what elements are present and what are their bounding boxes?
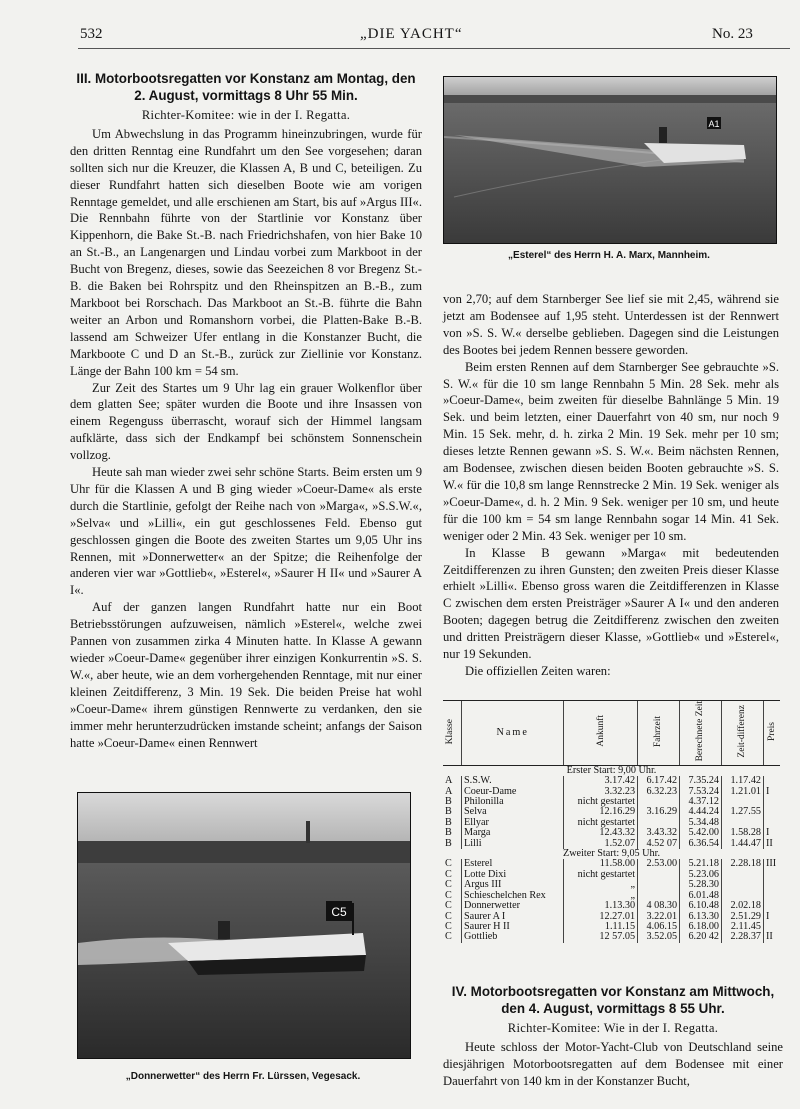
section-iv: [443, 983, 783, 1090]
table-cell: 1.11.15: [564, 922, 638, 932]
table-cell: [764, 901, 781, 911]
table-cell: [764, 870, 781, 880]
table-cell: 12.43.32: [564, 828, 638, 838]
table-cell: 4.44.24: [680, 807, 722, 817]
table-cell: 5.23.06: [680, 870, 722, 880]
table-cell: 4 08.30: [638, 901, 680, 911]
table-cell: 2.28.37: [722, 932, 764, 942]
start-label: Zweiter Start: 9,05 Uhr.: [562, 848, 661, 860]
esterel-boat-illustration: [444, 77, 776, 243]
table-cell: [638, 880, 680, 890]
journal-title: „DIE YACHT“: [360, 26, 463, 42]
table-cell: 1.13.30: [564, 901, 638, 911]
table-cell: B: [445, 827, 452, 839]
table-cell: 2.11.45: [722, 922, 764, 932]
table-cell: 6.10.48: [680, 901, 722, 911]
table-cell: nicht gestartet: [564, 870, 638, 880]
table-cell: 6.36.54: [680, 839, 722, 849]
table-cell: 5.21.18: [680, 859, 722, 869]
paragraph: Um Abwechslung in das Programm hineinzubringen, wurde für den dritten Renntag eine Rundfahrt um den See vorgesehen; daran sollten sich nur die Kreuzer, die Klassen A, B und C, beteiligen. Zu dieser Rundfahrt hatten sich dieselben Boote wie am vorigen Renntage gemeldet, und alle erschienen am Start, bis auf »Argus III«. Die Rennbahn führte von der Startlinie vor Konstanz über Kippenhorn, die Bake St.-B. nach Friedrichshafen, von hier Bake 10 an St.-B., an Langenargen und Lindau vorbei zum Markboot in der Bucht von Bregenz, dieses, sowie das Seezeichen 8 vor Bregenz St.-B. die Baken bei Rohrspitz und den Rheinspitzen an B.-B., zum Markboot bei Rorschach. Das Markboot an St.-B. führte die Bahn weiter an Arbon und Romanshorn vorbei, die Platten-Bake B.-B. lassend am Schweizer Ufer entlang in die Konstanzer Bucht, die Markboote C und D an St.-B., zurück zur Ziellinie vor Konstanz. Länge der Bahn 100 km = 54 sm.: [70, 126, 422, 378]
col-ankunft: Ankunft: [595, 715, 606, 748]
boat-flag-label: A1: [708, 119, 720, 129]
table-cell: [764, 880, 781, 890]
table-cell: A: [445, 775, 453, 787]
table-cell: Ellyar: [462, 818, 564, 828]
table-cell: 6.18.00: [680, 922, 722, 932]
table-cell: 12 57.05: [564, 932, 638, 942]
table-cell: 7.53.24: [680, 787, 722, 797]
table-cell: 4.06.15: [638, 922, 680, 932]
table-cell: Saurer A I: [462, 912, 564, 922]
table-cell: „: [564, 891, 638, 901]
table-cell: 7.35.24: [680, 776, 722, 786]
table-cell: C: [445, 931, 452, 943]
table-cell: [764, 807, 781, 817]
table-cell: 6.32.23: [638, 787, 680, 797]
table-cell: Argus III: [462, 880, 564, 890]
table-cell: 4.52 07: [638, 839, 680, 849]
paragraph: Heute schloss der Motor-Yacht-Club von Deutschland seine diesjährigen Motorbootsregatten auf dem Bodensee mit einer Dauerfahrt von 140 km in der Konstanzer Bucht,: [443, 1039, 783, 1088]
table-cell: I: [764, 787, 781, 797]
table-header-row: [443, 701, 780, 766]
table-cell: B: [445, 796, 452, 808]
table-cell: 3.17.42: [564, 776, 638, 786]
table-cell: [722, 880, 764, 890]
table-cell: Lilli: [462, 839, 564, 849]
table-cell: nicht gestartet: [564, 797, 638, 807]
table-cell: I: [764, 828, 781, 838]
table-cell: 3.22.01: [638, 912, 680, 922]
table-cell: 6.13.30: [680, 912, 722, 922]
left-column: [70, 70, 422, 751]
table-cell: 6.20 42: [680, 932, 722, 942]
table-cell: C: [445, 879, 452, 891]
table-cell: Lotte Dixi: [462, 870, 564, 880]
boat-flag-label: C5: [331, 905, 347, 919]
paragraph: Auf der ganzen langen Rundfahrt hatte nur ein Boot Betriebsstörungen aufzuweisen, nämlich »Esterel«, welche zwei Pannen von zusammen zirka 4 Minuten hatte. In Klasse A gewann wieder »Coeur-Dame« gegenüber ihrer einzigen Konkurrentin »S. S. W.«, aber heute, wie an dem vorhergehenden Renntage, mit nur einer kleinen Zeitdifferenz, 3 Min. 19 Sek. Die beiden Preise hat wohl »Coeur-Dame« ihrem günstigen Rennwerte zu verdanken, den sie immer mehr herunterzudrücken imstande scheint; anfangs der Saison hatte »Coeur-Dame« einen Rennwert: [70, 600, 422, 750]
table-cell: 5.28.30: [680, 880, 722, 890]
table-cell: C: [445, 920, 452, 932]
table-cell: 5.42.00: [680, 828, 722, 838]
table-cell: 2.53.00: [638, 859, 680, 869]
table-cell: Selva: [462, 807, 564, 817]
paragraph: Beim ersten Rennen auf dem Starnberger See gebrauchte »S. S. W.« für die 10 sm lange Rennbahn 5 Min. 28 Sek. mehr als »Coeur-Dame«, beim zweiten für dieselbe Bahnlänge 5 Min. 19 Sek. und beim letzten, einer Dauerfahrt von 40 sm, nur noch 9 Min. 15 Sek. mehr, d. h. zirka 2 Min. 19 Sek. mehr per 10 sm; dieses letzte Rennen gewann »S. S. W.«. Beim nächsten Rennen, am Bodensee, zwischen diesen beiden Booten gebrauchte »S. S. W.« für die 10,8 sm lange Rennstrecke 2 Min. 19 Sek. weniger als »Coeur-Dame«, d. h. 2 Min. 9 Sek. weniger per 10 sm, und heute für die 100 km = 54 sm lange Rennbahn sogar 14 Min. 41 Sek. weniger oder 2 Min. 43 Sek. weniger per 10 sm.: [443, 359, 779, 543]
table-cell: [764, 797, 781, 807]
committee-note-iv: Richter-Komitee: Wie in der I. Regatta.: [507, 1021, 719, 1035]
table-cell: B: [445, 816, 452, 828]
table-cell: I: [764, 912, 781, 922]
paragraph: In Klasse B gewann »Marga« mit bedeutenden Zeitdifferenzen zu ihren Gunsten; den zweiten Preis dieser Klasse erhielt »Lilli«. Ebenso gross waren die Zeitdifferenzen in Klasse C zwischen dem ersten Preisträger »Saurer A I« und den anderen Booten; dagegen betrug die Zeitdifferenz zwischen den zweiten und dritten Preisträgern dieser Klasse, »Gottlieb« und »Esterel«, nur 19 Sekunden.: [443, 545, 779, 662]
table-cell: 3.16.29: [638, 807, 680, 817]
table-cell: C: [445, 910, 452, 922]
page-number: 532: [80, 26, 103, 42]
table-cell: III: [764, 859, 781, 869]
photo-caption-donnerwetter: „Donnerwetter“ des Herrn Fr. Lürssen, Vegesack.: [125, 1071, 361, 1082]
table-cell: 3.52.05: [638, 932, 680, 942]
table-cell: Philonilla: [462, 797, 564, 807]
table-cell: [722, 870, 764, 880]
table-cell: Esterel: [462, 859, 564, 869]
table-cell: B: [445, 837, 452, 849]
right-column: [443, 291, 779, 680]
times-intro: Die offiziellen Zeiten waren:: [465, 663, 611, 678]
section-title-iii: III. Motorbootsregatten vor Konstanz am Montag, den 2. August, vormittags 8 Uhr 55 Min.: [76, 71, 416, 103]
paragraph: Zur Zeit des Startes um 9 Uhr lag ein grauer Wolkenflor über dem glatten See; später wurden die Boote und ihre Insassen von einem Regenguss überrascht, worauf sich der Himmel langsam aufklärte, dass sich der Endkampf bei schönstem Sonnenschein vollzog.: [70, 380, 422, 463]
col-zeitdifferenz: Zeit-differenz: [737, 704, 748, 758]
table-cell: S.S.W.: [462, 776, 564, 786]
table-cell: 1.52.07: [564, 839, 638, 849]
issue-number: No. 23: [712, 26, 753, 42]
table-cell: Marga: [462, 828, 564, 838]
table-cell: B: [445, 806, 452, 818]
table-cell: 1.17.42: [722, 776, 764, 786]
table-cell: [638, 870, 680, 880]
col-klasse: Klasse: [445, 718, 455, 744]
col-name: Name: [462, 701, 564, 766]
table-cell: II: [764, 839, 781, 849]
header-rule: [78, 48, 790, 49]
paragraph: Heute sah man wieder zwei sehr schöne Starts. Beim ersten um 9 Uhr für die Klassen A und B ging wieder »Coeur-Dame« als erste durch die Startlinie, gefolgt der Reihe nach von »Marga«, »S.S.W.«, »Selva« und »Lilli«, ein gut geschlossenes Feld. Ebenso gut geschlossen gingen die Boote des zweiten Startes um 9,05 Uhr ins Rennen, mit »Donnerwetter« an der Spitze; die Reihenfolge der anderen vier war »Gottlieb«, »Esterel«, »Saurer H II« und »Saurer A I«.: [70, 465, 422, 598]
table-cell: C: [445, 900, 452, 912]
table-cell: [764, 891, 781, 901]
photo-donnerwetter: [77, 792, 411, 1059]
col-fahrzeit: Fahrzeit: [653, 715, 664, 747]
photo-esterel: [443, 76, 777, 244]
table-cell: C: [445, 868, 452, 880]
paragraph: von 2,70; auf dem Starnberger See lief sie mit 2,45, während sie jetzt am Bodensee auf 1,95 steht. Unterdessen ist der Rennwert von »S. S. W.« derselbe geblieben. Dagegen sind die Leistungen des Bootes bei jedem Rennen bessere geworden.: [443, 292, 779, 357]
table-cell: 3.32.23: [564, 787, 638, 797]
table-cell: Coeur-Dame: [462, 787, 564, 797]
table-cell: 1.21.01: [722, 787, 764, 797]
table-cell: Saurer H II: [462, 922, 564, 932]
table-cell: 11.58.00: [564, 859, 638, 869]
table-cell: 5.34.48: [680, 818, 722, 828]
table-cell: 6.01.48: [680, 891, 722, 901]
col-berechnete: Berechnete Zeit: [695, 701, 706, 762]
table-cell: 12.16.29: [564, 807, 638, 817]
table-cell: A: [445, 785, 453, 797]
table-cell: 1.27.55: [722, 807, 764, 817]
table-cell: 2.28.18: [722, 859, 764, 869]
col-preis: Preis: [766, 721, 777, 741]
table-cell: 6.17.42: [638, 776, 680, 786]
results-table: [443, 700, 780, 943]
table-cell: 2.51.29: [722, 912, 764, 922]
table-row: [443, 901, 780, 911]
table-cell: 1.44.47: [722, 839, 764, 849]
photo-caption-esterel: „Esterel“ des Herrn H. A. Marx, Mannheim.: [508, 250, 710, 261]
table-cell: 3.43.32: [638, 828, 680, 838]
table-cell: II: [764, 932, 781, 942]
table-cell: Donnerwetter: [462, 901, 564, 911]
table-row: [443, 932, 780, 942]
table-cell: nicht gestartet: [564, 818, 638, 828]
table-cell: 12.27.01: [564, 912, 638, 922]
table-cell: C: [445, 858, 452, 870]
table-cell: 1.58.28: [722, 828, 764, 838]
start-label: Erster Start: 9,00 Uhr.: [566, 764, 657, 776]
section-title-iv: IV. Motorbootsregatten vor Konstanz am Mittwoch, den 4. August, vormittags 8 55 Uhr.: [451, 984, 775, 1016]
table-cell: 4.37.12: [680, 797, 722, 807]
table-cell: Schieschelchen Rex: [462, 891, 564, 901]
table-cell: „: [564, 880, 638, 890]
committee-note-iii: Richter-Komitee: wie in der I. Regatta.: [141, 108, 351, 122]
table-cell: 2.02.18: [722, 901, 764, 911]
table-cell: Gottlieb: [462, 932, 564, 942]
table-cell: C: [445, 889, 452, 901]
donnerwetter-boat-illustration: [78, 793, 410, 1058]
